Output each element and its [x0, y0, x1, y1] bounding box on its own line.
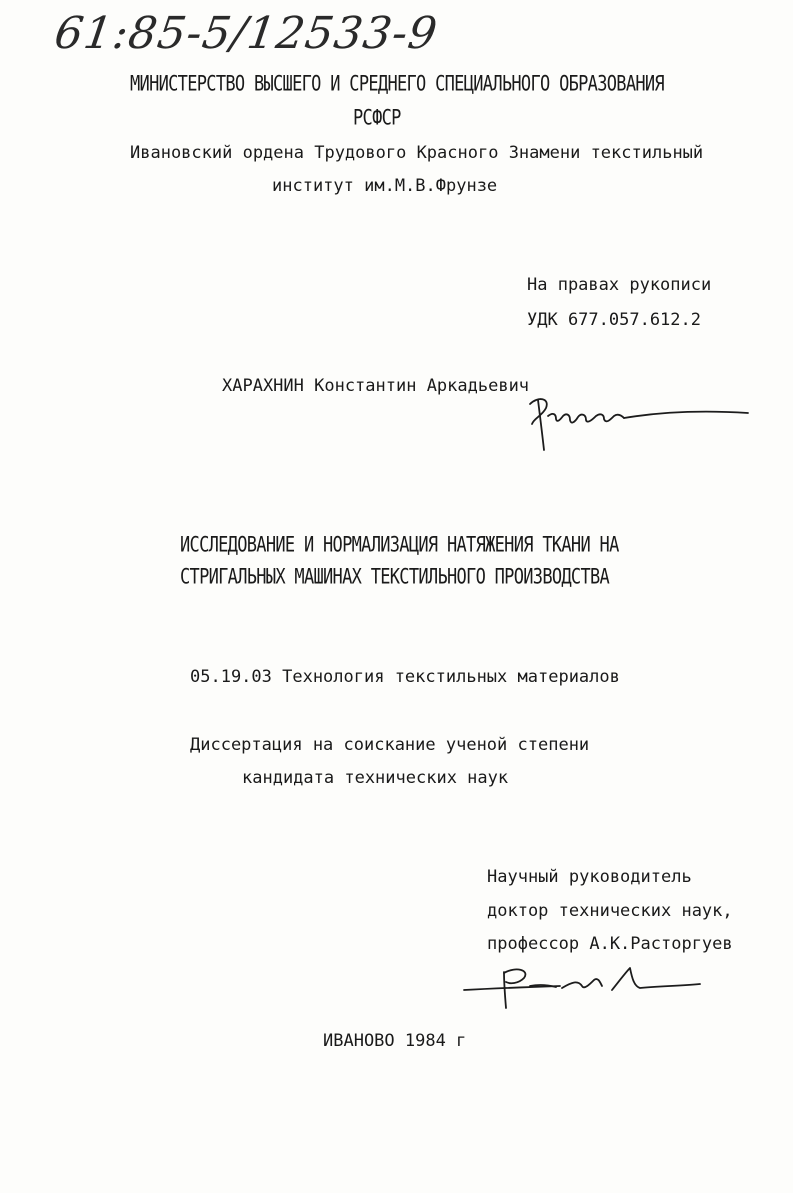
manuscript-rights: На правах рукописи	[527, 275, 712, 295]
title-line-2: СТРИГАЛЬНЫХ МАШИНАХ ТЕКСТИЛЬНОГО ПРОИЗВОДСТВА	[180, 564, 610, 590]
institute-line-1: Ивановский ордена Трудового Красного Знамени текстильный	[130, 143, 704, 163]
specialty-code: 05.19.03 Технология текстильных материалов	[190, 667, 620, 687]
republic-header: РСФСР	[353, 105, 401, 131]
degree-line-1: Диссертация на соискание ученой степени	[190, 735, 590, 755]
supervisor-signature	[460, 964, 710, 1012]
institute-line-2: институт им.М.В.Фрунзе	[272, 176, 498, 196]
author-signature	[520, 392, 755, 454]
supervisor-degree: доктор технических наук,	[487, 901, 733, 921]
udc-code: УДК 677.057.612.2	[527, 310, 701, 330]
supervisor-role: Научный руководитель	[487, 867, 692, 887]
city-year: ИВАНОВО 1984 г	[323, 1031, 467, 1051]
title-line-1: ИССЛЕДОВАНИЕ И НОРМАЛИЗАЦИЯ НАТЯЖЕНИЯ ТКАНИ НА	[180, 532, 619, 558]
ministry-header: МИНИСТЕРСТВО ВЫСШЕГО И СРЕДНЕГО СПЕЦИАЛЬНОГО ОБРАЗОВАНИЯ	[130, 71, 664, 97]
author-name: ХАРАХНИН Константин Аркадьевич	[222, 376, 530, 396]
degree-line-2: кандидата технических наук	[242, 768, 509, 788]
archive-number-stamp: 61:85-5/12533-9	[51, 8, 441, 59]
supervisor-name: профессор А.К.Расторгуев	[487, 934, 733, 954]
